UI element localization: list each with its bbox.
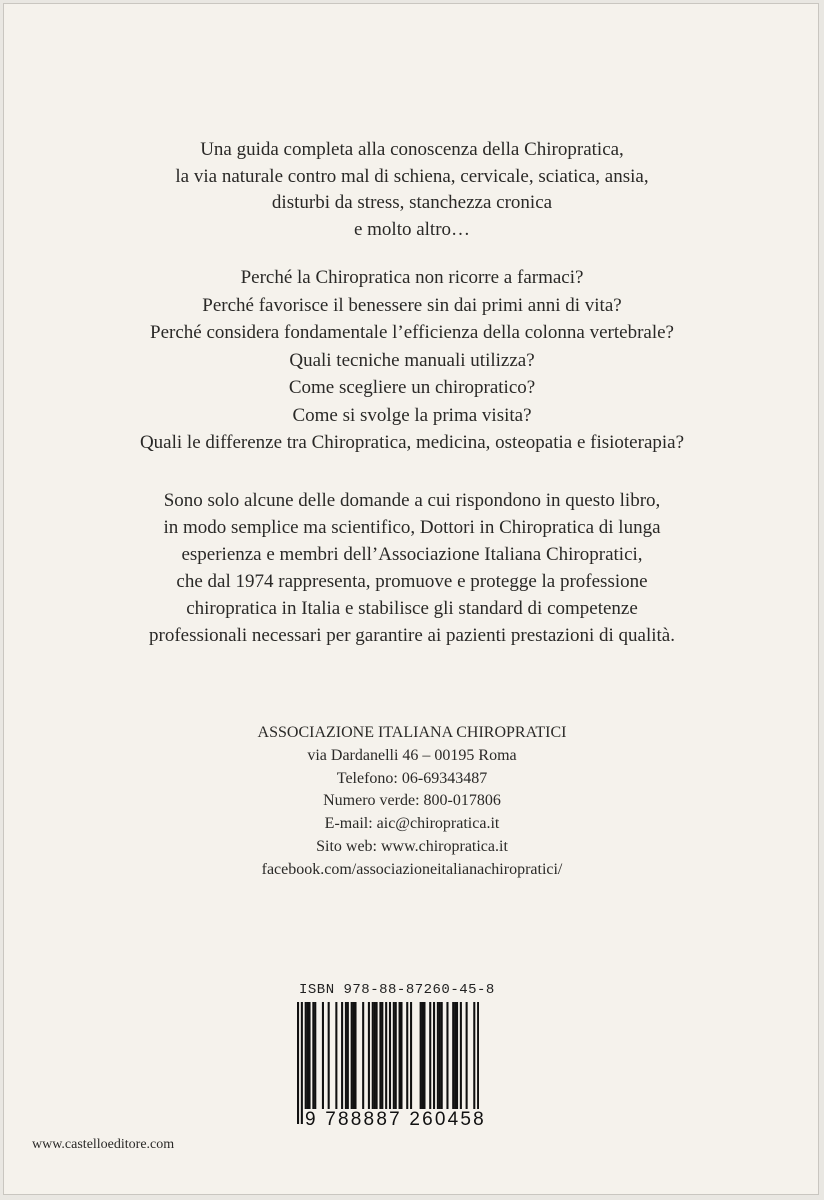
publisher-website: www.castelloeditore.com xyxy=(32,1137,175,1152)
barcode-bar xyxy=(460,1002,462,1110)
barcode-bar xyxy=(446,1002,448,1110)
barcode-bar xyxy=(328,1002,330,1110)
barcode-bar xyxy=(389,1002,391,1124)
barcode-bar xyxy=(351,1002,353,1110)
barcode-bar xyxy=(406,1002,408,1110)
barcode-bar xyxy=(410,1002,412,1110)
question-line: Perché favorisce il benessere sin dai primi anni di vita? xyxy=(202,294,622,316)
question-line: Come si svolge la prima visita? xyxy=(292,404,532,426)
toll-free-number: Numero verde: 800-017806 xyxy=(323,792,501,810)
question-line: Quali tecniche manuali utilizza? xyxy=(289,349,535,371)
book-back-cover xyxy=(3,3,819,1195)
barcode-bar xyxy=(301,1002,303,1124)
description-line: professionali necessari per garantire ai pazienti prestazioni di qualità. xyxy=(149,625,675,646)
intro-paragraph xyxy=(4,137,819,243)
barcode-bar xyxy=(422,1002,424,1110)
isbn-label: ISBN 978-88-87260-45-8 xyxy=(299,982,495,998)
barcode-bar xyxy=(393,1002,395,1110)
barcode-bar xyxy=(452,1002,454,1110)
barcode-bar xyxy=(297,1002,299,1124)
email: E-mail: aic@chiropratica.it xyxy=(324,815,500,833)
barcode-bar xyxy=(473,1002,475,1124)
phone: Telefono: 06-69343487 xyxy=(336,769,488,787)
barcode-bar xyxy=(305,1002,307,1110)
barcode-bar xyxy=(314,1002,316,1110)
barcode-bar xyxy=(456,1002,458,1110)
question-line: Come scegliere un chiropratico? xyxy=(288,377,536,398)
barcode-digits: 9 788887 260458 xyxy=(305,1109,486,1130)
question-line: Perché la Chiropratica non ricorre a farmaci? xyxy=(240,267,584,288)
barcode-bar xyxy=(466,1002,468,1110)
barcode-bar xyxy=(423,1002,425,1110)
barcode-bar xyxy=(429,1002,431,1110)
barcode-bar xyxy=(381,1002,383,1110)
website-line: Sito web: www.chiropratica.it xyxy=(316,837,508,855)
barcode-bar xyxy=(477,1002,479,1124)
isbn-barcode xyxy=(297,982,495,1137)
barcode-bar xyxy=(353,1002,355,1110)
description-paragraph xyxy=(4,487,819,649)
barcode-bar xyxy=(420,1002,422,1110)
barcode-bar xyxy=(441,1002,443,1110)
intro-line: la via naturale contro mal di schiena, cervicale, sciatica, ansia, xyxy=(175,165,649,187)
intro-line: Una guida completa alla conoscenza della Chiropratica, xyxy=(200,139,624,160)
barcode-bar xyxy=(385,1002,387,1124)
barcode-bar xyxy=(322,1002,324,1110)
barcode-bar xyxy=(368,1002,370,1110)
description-line: chiropratica in Italia e stabilisce gli standard di competenze xyxy=(186,598,638,619)
barcode-bar xyxy=(347,1002,349,1110)
barcode-bar xyxy=(433,1002,435,1110)
barcode-bar xyxy=(437,1002,439,1110)
address: via Dardanelli 46 – 00195 Roma xyxy=(307,746,517,764)
barcode-bar xyxy=(400,1002,402,1110)
barcode-bars xyxy=(297,1002,479,1124)
barcode-bar xyxy=(374,1002,376,1110)
intro-line: disturbi da stress, stanchezza cronica xyxy=(271,192,553,213)
contact-info xyxy=(4,722,819,882)
barcode-bar xyxy=(372,1002,374,1110)
barcode-bar xyxy=(345,1002,347,1110)
barcode-bar xyxy=(354,1002,356,1110)
barcode-bar xyxy=(312,1002,314,1110)
barcode-bar xyxy=(439,1002,441,1110)
organization-name: ASSOCIAZIONE ITALIANA CHIROPRATICI xyxy=(257,724,567,741)
intro-line: e molto altro… xyxy=(353,218,471,240)
barcode-bar xyxy=(379,1002,381,1110)
barcode-bar xyxy=(399,1002,401,1110)
question-line: Quali le differenze tra Chiropratica, medicina, osteopatia e fisioterapia? xyxy=(139,432,685,453)
description-line: Sono solo alcune delle domande a cui rispondono in questo libro, xyxy=(163,490,661,511)
barcode-bar xyxy=(307,1002,309,1110)
facebook-line: facebook.com/associazioneitalianachiropratici/ xyxy=(261,860,563,878)
questions-list xyxy=(4,264,819,457)
description-line: esperienza e membri dell’Associazione Italiana Chiropratici, xyxy=(181,544,643,565)
question-line: Perché considera fondamentale l’efficienza della colonna vertebrale? xyxy=(150,322,674,343)
barcode-bar xyxy=(308,1002,310,1110)
description-line: in modo semplice ma scientifico, Dottori in Chiropratica di lunga xyxy=(163,517,661,538)
barcode-bar xyxy=(376,1002,378,1110)
barcode-bar xyxy=(362,1002,364,1110)
description-line: che dal 1974 rappresenta, promuove e protegge la professione xyxy=(176,571,648,592)
barcode-bar xyxy=(454,1002,456,1110)
barcode-bar xyxy=(395,1002,397,1110)
barcode-bar xyxy=(335,1002,337,1110)
barcode-bar xyxy=(341,1002,343,1110)
